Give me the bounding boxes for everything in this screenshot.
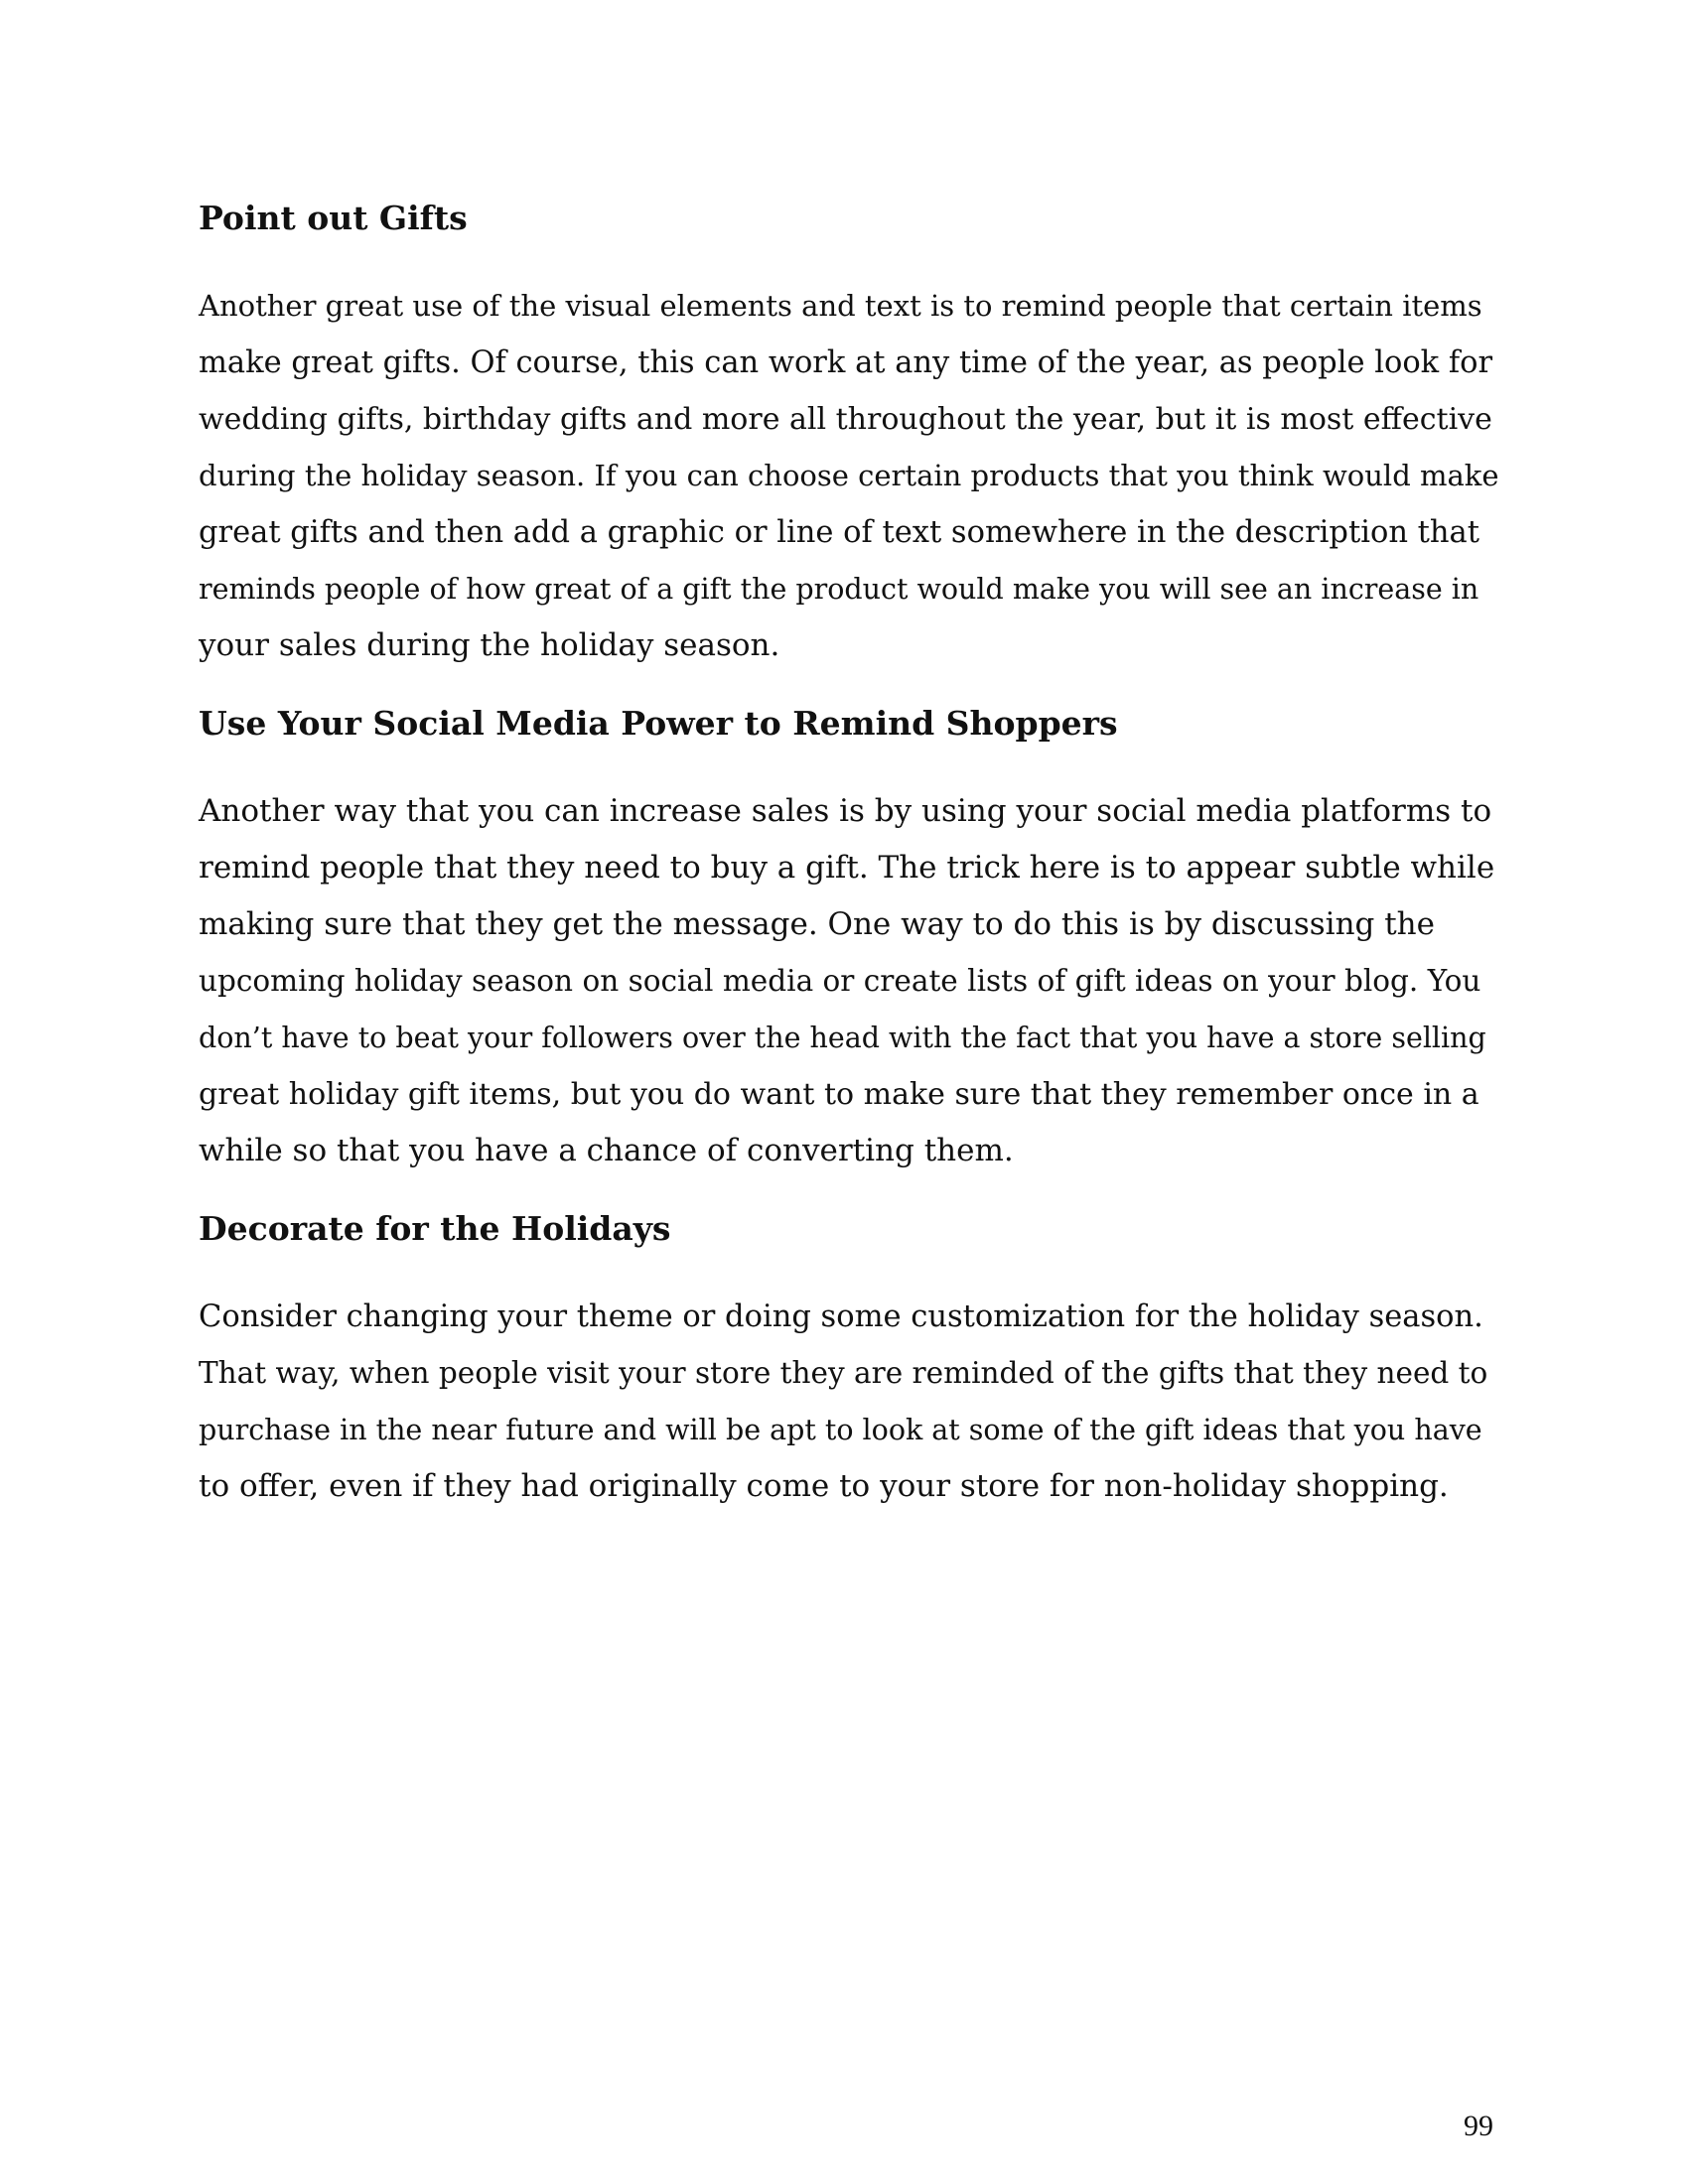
paragraph [199,278,1499,674]
text-line: purchase in the near future and will be apt to look at some of the gift ideas that you have [199,1414,1482,1446]
text-line: making sure that they get the message. One way to do this is by discussing the [199,906,1435,942]
text-line: wedding gifts, birthday gifts and more all throughout the year, but it is most effective [199,402,1492,437]
text-line: to offer, even if they had originally come to your store for non-holiday shopping. [199,1468,1449,1504]
section-heading: Point out Gifts [199,199,468,237]
text-line: remind people that they need to buy a gift. The trick here is to appear subtle while [199,850,1495,886]
text-line: Consider changing your theme or doing some customization for the holiday season. [199,1299,1483,1334]
page-number: 99 [1464,2110,1493,2142]
text-line: great gifts and then add a graphic or line of text somewhere in the description that [199,515,1479,550]
text-line: great holiday gift items, but you do want to make sure that they remember once in a [199,1077,1479,1112]
text-line: make great gifts. Of course, this can work at any time of the year, as people look for [199,345,1493,380]
text-line: Another way that you can increase sales is by using your social media platforms to [199,793,1492,829]
text-line: upcoming holiday season on social media or create lists of gift ideas on your blog. You [199,964,1481,998]
section-point-out-gifts [199,195,1499,674]
section-heading: Use Your Social Media Power to Remind Shoppers [199,704,1118,743]
page-content [199,195,1499,1541]
section-decorate [199,1205,1499,1515]
text-line: don’t have to beat your followers over the head with the fact that you have a store selling [199,1022,1486,1054]
text-line: while so that you have a chance of converting them. [199,1133,1014,1168]
paragraph [199,1289,1499,1515]
text-line: reminds people of how great of a gift the product would make you will see an increase in [199,573,1479,606]
paragraph [199,783,1499,1179]
text-line: your sales during the holiday season. [199,627,780,663]
section-social-media [199,700,1499,1179]
section-heading: Decorate for the Holidays [199,1209,671,1248]
text-line: That way, when people visit your store they are reminded of the gifts that they need to [199,1356,1488,1390]
text-line: Another great use of the visual elements and text is to remind people that certain items [199,289,1482,323]
text-line: during the holiday season. If you can choose certain products that you think would make [199,459,1499,492]
